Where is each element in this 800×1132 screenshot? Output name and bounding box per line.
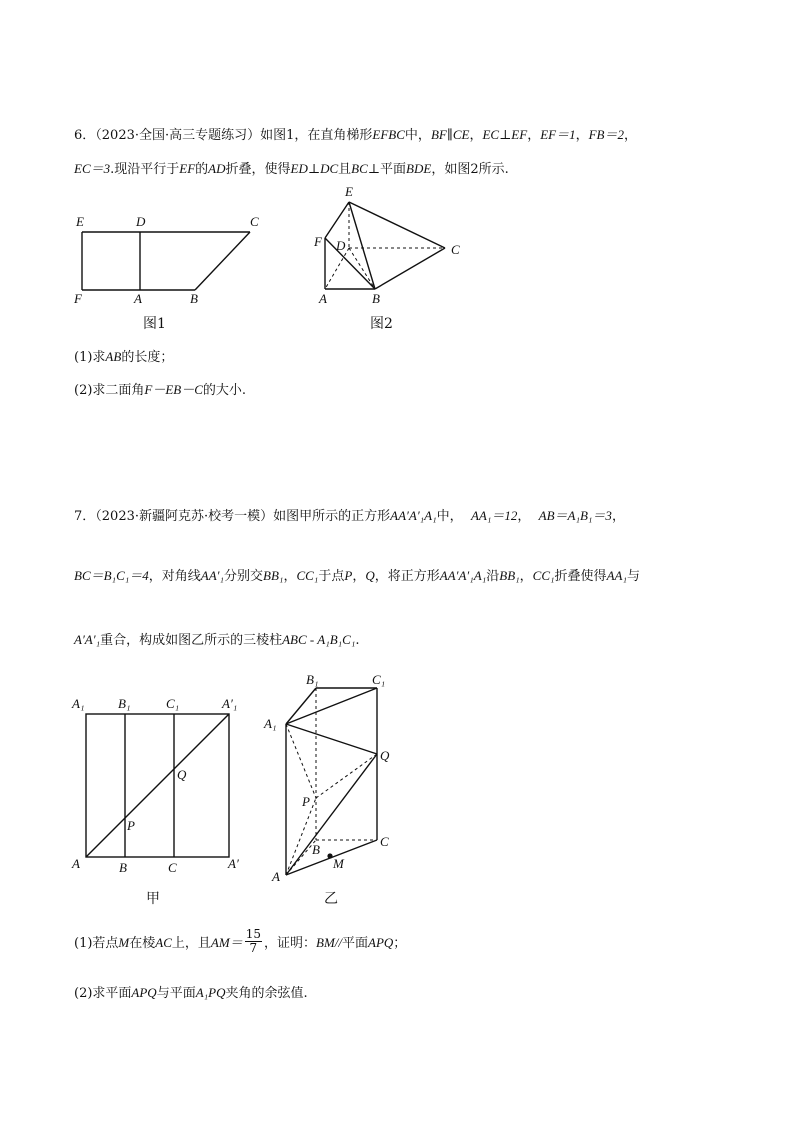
- svg-text:B: B: [190, 291, 198, 306]
- svg-text:D: D: [336, 238, 346, 253]
- q7-figure-yi: [260, 668, 400, 886]
- q6-figure-2: [305, 184, 475, 308]
- q6-number: 6．: [74, 128, 96, 143]
- q6-figure-1: [70, 210, 280, 310]
- q6-part-2: (2)求二面角F－EB－C的大小.: [74, 382, 247, 398]
- svg-text:C: C: [451, 242, 460, 257]
- q7-part-1: (1)若点M在棱AC上，且AM＝ $\frac{15}{7}$ ，证明：BM//平面APQ；: [74, 927, 407, 955]
- q7-number: 7．: [74, 509, 96, 524]
- svg-text:F: F: [74, 291, 82, 306]
- svg-text:P: P: [127, 818, 135, 833]
- q6-line-1: 6．（2023·全国·高三专题练习）如图1，在直角梯形EFBC中，BF∥CE，EC⊥EF，EF＝1，FB＝2，: [74, 127, 638, 143]
- q7-line-1: 7．（2023·新疆阿克苏·校考一模）如图甲所示的正方形AA′A′₁A₁中， AA₁＝12， AB＝A₁B₁＝3，: [74, 508, 625, 524]
- q7-part-2: (2)求平面APQ与平面A₁PQ夹角的余弦值.: [74, 985, 308, 1001]
- svg-text:C: C: [168, 860, 177, 875]
- q7-figure-yi-caption: 乙: [324, 891, 338, 907]
- svg-text:Q: Q: [177, 767, 187, 782]
- svg-text:A′: A′: [228, 856, 239, 871]
- svg-text:E: E: [345, 184, 353, 199]
- svg-text:C: C: [250, 214, 259, 229]
- svg-text:A₁: A₁: [264, 716, 277, 731]
- svg-text:A₁: A₁: [72, 696, 85, 711]
- q6-figure-2-caption: 图2: [370, 316, 393, 332]
- svg-text:M: M: [333, 856, 344, 871]
- q7-source: （2023·新疆阿克苏·校考一模）: [95, 509, 274, 524]
- q6-part-1: (1)求AB的长度；: [74, 349, 174, 365]
- svg-text:C: C: [380, 834, 389, 849]
- svg-text:A: A: [72, 856, 80, 871]
- svg-text:D: D: [136, 214, 146, 229]
- q6-figure-1-caption: 图1: [143, 316, 166, 332]
- svg-text:C₁: C₁: [372, 672, 386, 687]
- svg-text:C₁: C₁: [166, 696, 180, 711]
- svg-text:A: A: [272, 869, 280, 884]
- fraction: $\frac{15}{7}$: [245, 927, 261, 955]
- q7-line-2: BC＝B₁C₁＝4，对角线AA′₁分别交BB₁，CC₁于点P，Q，将正方形AA′A′₁A₁沿BB₁，CC₁折叠使得AA₁与: [74, 568, 640, 584]
- q7-figure-jia: [64, 690, 264, 890]
- svg-text:B: B: [312, 842, 320, 857]
- svg-text:E: E: [76, 214, 84, 229]
- svg-text:A: A: [134, 291, 142, 306]
- svg-text:F: F: [314, 234, 322, 249]
- q6-source: （2023·全国·高三专题练习）: [95, 128, 261, 143]
- svg-text:B: B: [119, 860, 127, 875]
- q7-figure-jia-caption: 甲: [146, 891, 160, 907]
- svg-text:A: A: [319, 291, 327, 306]
- svg-text:B: B: [372, 291, 380, 306]
- svg-text:B₁: B₁: [306, 672, 319, 687]
- point-m-dot: [327, 853, 332, 858]
- svg-text:B₁: B₁: [118, 696, 131, 711]
- svg-text:A′₁: A′₁: [222, 696, 238, 711]
- q6-line-2: EC＝3.现沿平行于EF的AD折叠，使得ED⊥DC且BC⊥平面BDE，如图2所示.: [74, 161, 509, 177]
- q7-line-3: A′A′₁重合，构成如图乙所示的三棱柱ABC - A₁B₁C₁.: [74, 632, 360, 648]
- svg-text:P: P: [302, 794, 310, 809]
- svg-text:Q: Q: [380, 748, 390, 763]
